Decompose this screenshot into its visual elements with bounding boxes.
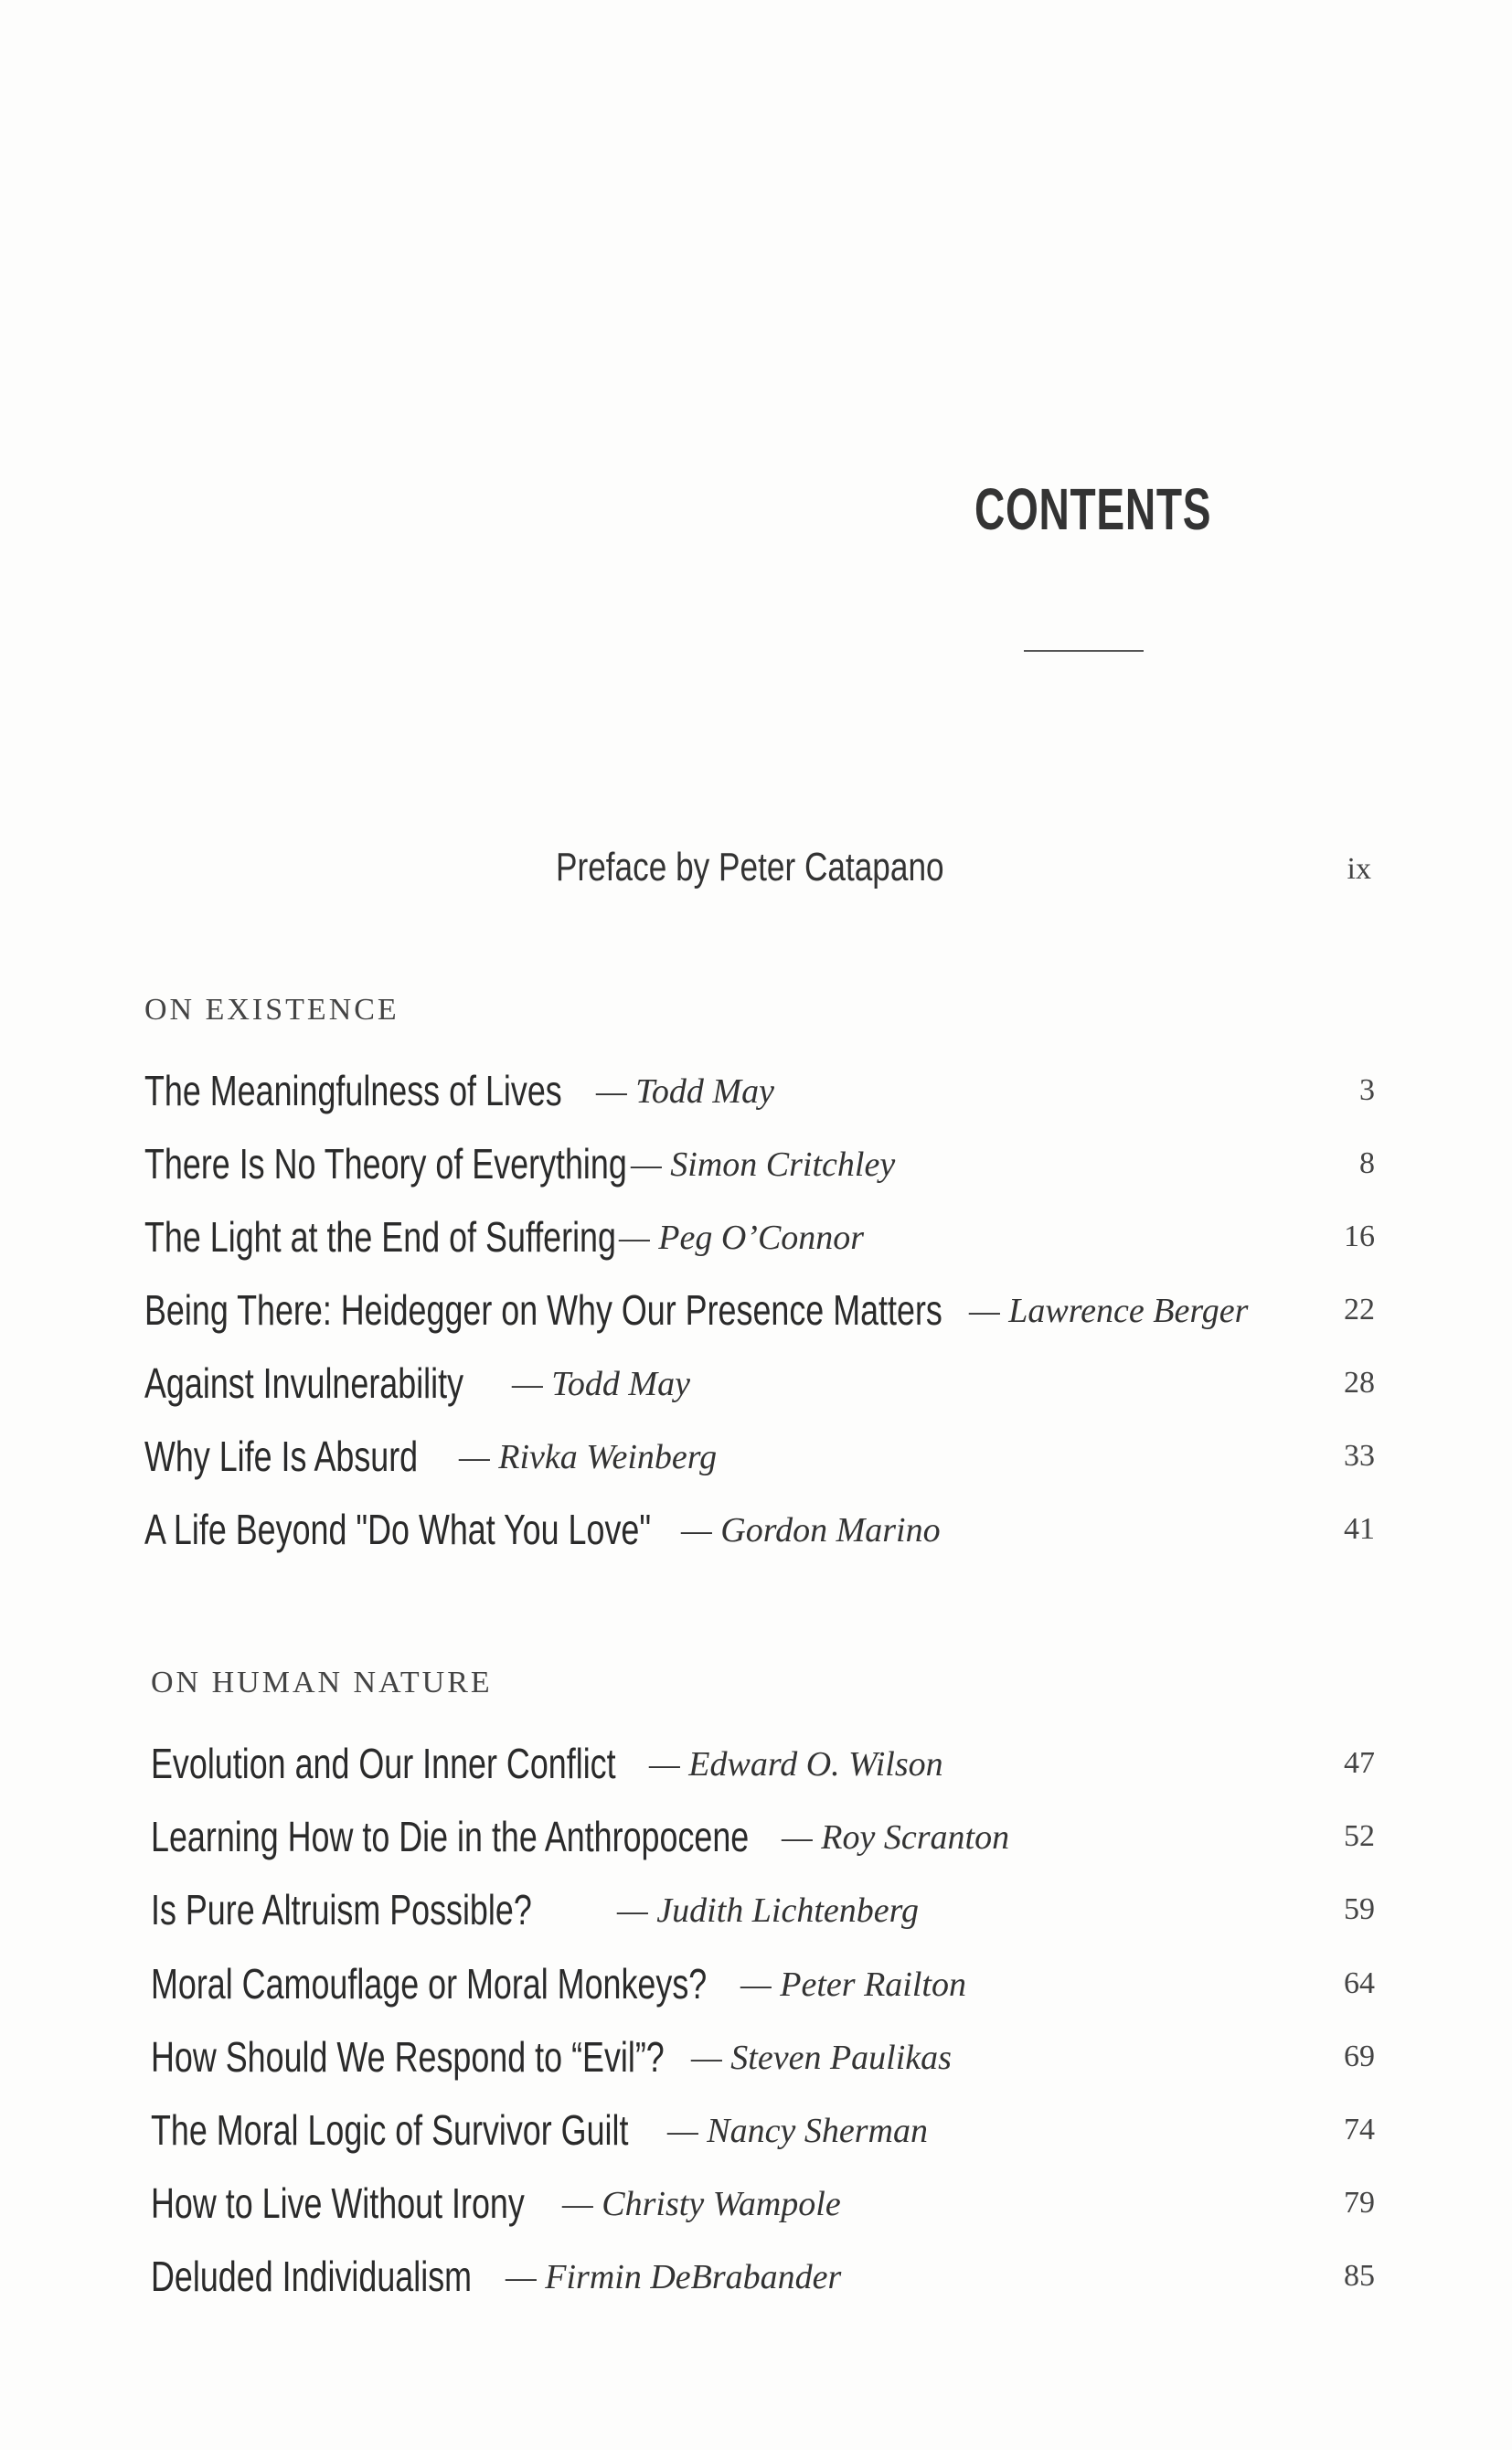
entry-author: — Todd May [512,1365,690,1403]
toc-entry [151,2252,1375,2325]
title-divider [1024,650,1144,652]
preface-title: Preface by Peter Catapano [556,845,944,889]
entry-page-number: 3 [1359,1073,1375,1107]
entry-author: — Todd May [596,1072,774,1111]
entry-page-number: 22 [1344,1293,1375,1326]
section-heading-human-nature: ON HUMAN NATURE [151,1666,493,1699]
page-title: CONTENTS [974,476,1212,542]
toc-entry [144,1285,1375,1358]
entry-title: The Moral Logic of Survivor Guilt [151,2106,629,2154]
toc-entry [144,1139,1375,1212]
toc-entry [151,1885,1375,1958]
entry-author: — Judith Lichtenberg [617,1891,919,1931]
entry-title: There Is No Theory of Everything [144,1140,627,1188]
entry-author: — Peter Railton [740,1965,966,2004]
entry-page-number: 8 [1359,1146,1375,1180]
entry-title: Why Life Is Absurd [144,1433,419,1480]
entry-author: — Roy Scranton [782,1818,1010,1858]
preface-page-number: ix [1347,852,1371,886]
entry-author: — Nancy Sherman [667,2112,928,2150]
entry-page-number: 52 [1344,1819,1375,1854]
entry-author: — Edward O. Wilson [649,1745,943,1784]
entry-author: — Peg O’Connor [619,1219,865,1257]
entry-title: The Light at the End of Suffering [144,1213,616,1261]
entry-page-number: 41 [1344,1512,1375,1546]
entry-title: Learning How to Die in the Anthropocene [151,1813,750,1861]
entry-title: Is Pure Altruism Possible? [151,1886,532,1934]
entry-author: — Lawrence Berger [969,1292,1249,1330]
entry-title: Against Invulnerability [144,1359,464,1407]
toc-entry [144,1212,1375,1285]
entry-title: Deluded Individualism [151,2253,473,2301]
section-heading-existence: ON EXISTENCE [144,993,399,1027]
entry-title: How Should We Respond to “Evil”? [151,2032,665,2081]
entry-title: How to Live Without Irony [151,2179,525,2228]
entry-author: — Firmin DeBrabander [506,2258,842,2297]
toc-entry [151,1959,1375,2032]
entry-title: Evolution and Our Inner Conflict [151,1740,616,1787]
entry-page-number: 74 [1344,2113,1375,2146]
entry-author: — Gordon Marino [681,1511,941,1550]
toc-entry [151,2178,1375,2252]
entry-title: Being There: Heidegger on Why Our Presence Matters [144,1286,942,1334]
entry-title: A Life Beyond "Do What You Love" [144,1506,652,1553]
toc-entry [144,1358,1375,1432]
entry-page-number: 33 [1344,1439,1375,1473]
toc-entry [144,1066,1375,1139]
entry-title: The Meaningfulness of Lives [144,1067,562,1114]
toc-entry [151,1812,1375,1885]
entry-page-number: 69 [1344,2039,1375,2073]
entry-page-number: 64 [1344,1965,1375,2000]
toc-entry [144,1432,1375,1505]
entry-title: Moral Camouflage or Moral Monkeys? [151,1959,708,2008]
toc-entry [151,2105,1375,2178]
entry-author: — Rivka Weinberg [459,1438,718,1476]
entry-author: — Simon Critchley [631,1145,896,1184]
entry-page-number: 79 [1344,2186,1375,2221]
entry-page-number: 47 [1344,1746,1375,1780]
entry-author: — Steven Paulikas [691,2038,952,2077]
entry-page-number: 16 [1344,1220,1375,1253]
toc-entry [151,2032,1375,2105]
entry-page-number: 59 [1344,1892,1375,1927]
entry-page-number: 28 [1344,1366,1375,1400]
entry-page-number: 85 [1344,2259,1375,2294]
entry-author: — Christy Wampole [562,2185,841,2224]
toc-entry [144,1505,1375,1578]
toc-entry [151,1739,1375,1812]
